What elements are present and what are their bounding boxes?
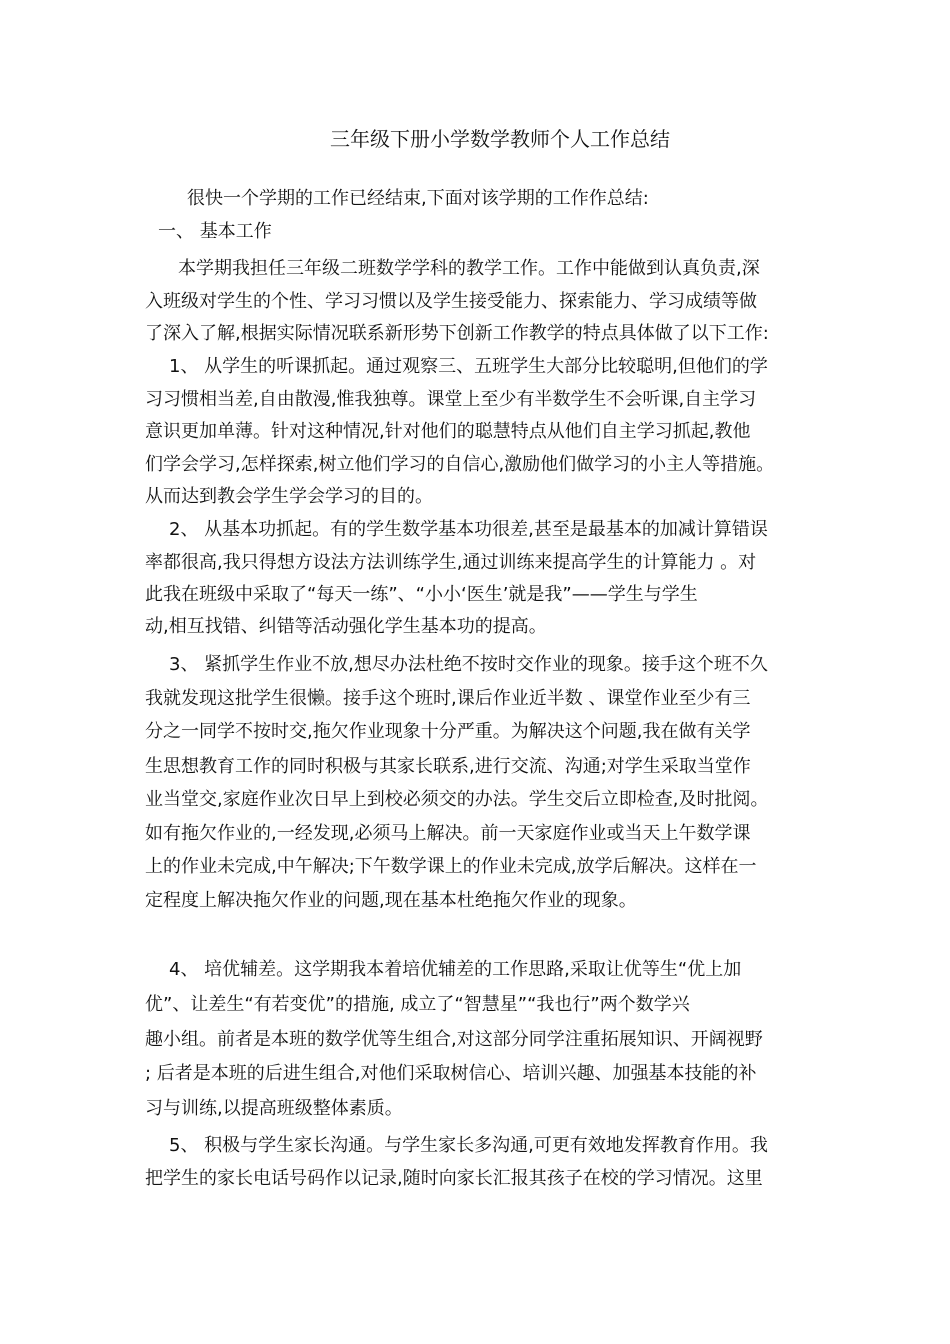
text-line: 动,相互找错、纠错等活动强化学生基本功的提高。 xyxy=(145,616,547,637)
text-line: 5、 积极与学生家长沟通。与学生家长多沟通,可更有效地发挥教育作用。我 xyxy=(169,1135,768,1156)
text-line: 定程度上解决拖欠作业的问题,现在基本杜绝拖欠作业的现象。 xyxy=(145,890,637,911)
text-line: 率都很高,我只得想方设法方法训练学生,通过训练来提高学生的计算能力 。对 xyxy=(145,552,757,573)
text-line: 们学会学习,怎样探索,树立他们学习的自信心,激励他们做学习的小主人等措施。 xyxy=(145,454,775,475)
text-line: 本学期我担任三年级二班数学学科的教学工作。工作中能做到认真负责,深 xyxy=(178,258,760,279)
text-line: 习习惯相当差,自由散漫,惟我独尊。课堂上至少有半数学生不会听课,自主学习 xyxy=(145,389,757,410)
text-line: 1、 从学生的听课抓起。通过观察三、五班学生大部分比较聪明,但他们的学 xyxy=(169,356,768,377)
text-line: 上的作业未完成,中午解决;下午数学课上的作业未完成,放学后解决。这样在一 xyxy=(145,856,757,877)
text-line: 优”、让差生“有若变优”的措施, 成立了“智慧星”“我也行”两个数学兴 xyxy=(145,994,690,1015)
text-line: 把学生的家长电话号码作以记录,随时向家长汇报其孩子在校的学习情况。这里 xyxy=(145,1168,763,1189)
text-line: 趣小组。前者是本班的数学优等生组合,对这部分同学注重拓展知识、开阔视野 xyxy=(145,1029,763,1050)
text-line: 4、 培优辅差。这学期我本着培优辅差的工作思路,采取让优等生“优上加 xyxy=(169,959,742,980)
text-line: ; 后者是本班的后进生组合,对他们采取树信心、培训兴趣、加强基本技能的补 xyxy=(145,1063,757,1084)
text-line: 分之一同学不按时交,拖欠作业现象十分严重。为解决这个问题,我在做有关学 xyxy=(145,721,751,742)
text-line: 习与训练,以提高班级整体素质。 xyxy=(145,1098,403,1119)
text-line: 很快一个学期的工作已经结束,下面对该学期的工作作总结: xyxy=(187,188,649,209)
text-line: 从而达到教会学生学会学习的目的。 xyxy=(145,486,433,507)
text-line: 了深入了解,根据实际情况联系新形势下创新工作教学的特点具体做了以下工作: xyxy=(145,323,769,344)
text-line: 我就发现这批学生很懒。接手这个班时,课后作业近半数 、课堂作业至少有三 xyxy=(145,688,751,709)
document-title: 三年级下册小学数学教师个人工作总结 xyxy=(330,127,670,151)
text-line: 入班级对学生的个性、学习习惯以及学生接受能力、探索能力、学习成绩等做 xyxy=(145,291,757,312)
text-line: 意识更加单薄。针对这种情况,针对他们的聪慧特点从他们自主学习抓起,教他 xyxy=(145,421,751,442)
text-line: 业当堂交,家庭作业次日早上到校必须交的办法。学生交后立即检查,及时批阅。 xyxy=(145,789,769,810)
text-line: 如有拖欠作业的,一经发现,必须马上解决。前一天家庭作业或当天上午数学课 xyxy=(145,823,751,844)
text-line: 3、 紧抓学生作业不放,想尽办法杜绝不按时交作业的现象。接手这个班不久 xyxy=(169,654,768,675)
text-line: 2、 从基本功抓起。有的学生数学基本功很差,甚至是最基本的加减计算错误 xyxy=(169,519,768,540)
text-line: 此我在班级中采取了“每天一练”、“小小‘医生’就是我”——学生与学生 xyxy=(145,584,698,605)
text-line: 生思想教育工作的同时积极与其家长联系,进行交流、沟通;对学生采取当堂作 xyxy=(145,756,751,777)
section-heading: 一、 基本工作 xyxy=(158,221,272,242)
